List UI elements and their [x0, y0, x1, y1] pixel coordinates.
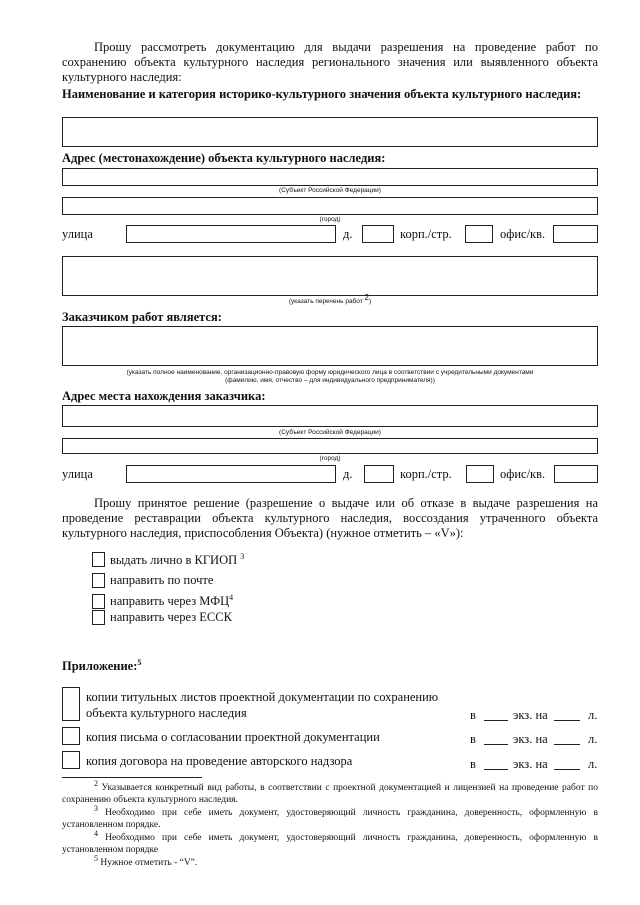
attachment-2-checkbox[interactable] [62, 727, 80, 745]
office-label: офис/кв. [500, 227, 546, 241]
section-object-address-title: Адрес (местонахождение) объекта культурного наследия: [62, 151, 386, 165]
house-label: д. [343, 227, 353, 241]
customer-office-field[interactable] [554, 465, 598, 483]
works-list-field[interactable] [62, 256, 598, 296]
caption-works: (указать перечень работ 2) [288, 293, 372, 306]
customer-subject-field[interactable] [62, 405, 598, 427]
footnote-5: $^5$ Нужное отметить - “V”. [94, 853, 198, 868]
option-mfc-checkbox[interactable] [92, 594, 105, 609]
street-label: улица [62, 227, 93, 241]
footnote-separator [62, 777, 202, 778]
building-label: корп./стр. [400, 227, 452, 241]
attachment-1-in: в [470, 708, 476, 722]
attachment-2-label: копия письма о согласовании проектной документации [86, 730, 380, 744]
request-paragraph: Прошу принятое решение (разрешение о выдаче или об отказе в выдаче разрешения на проведение реставрации объекта культурного наследия, воссоздания утраченного объекта культурного наследия, приспособления Объекта) (нужное отметить – «V»): [62, 496, 598, 540]
attachment-1-label: копии титульных листов проектной документации по сохранению объекта культурного наследия [86, 690, 439, 720]
attachment-2-sheets-field[interactable] [554, 744, 580, 745]
caption-subject: (Субъект Российской Федерации) [279, 187, 381, 194]
option-post-label: направить по почте [110, 573, 214, 587]
section-customer-address-title: Адрес места нахождения заказчика: [62, 389, 266, 403]
customer-house-field[interactable] [364, 465, 394, 483]
caption-customer-subject: (Субъект Российской Федерации) [279, 429, 381, 436]
attachment-1-copies-field[interactable] [484, 720, 508, 721]
option-personal-label: выдать лично в КГИОП $^3$ [110, 551, 245, 567]
attachment-3-in: в [470, 757, 476, 771]
attachment-3-copies-label: экз. на [513, 757, 548, 771]
object-office-field[interactable] [553, 225, 598, 243]
attachment-3-checkbox[interactable] [62, 751, 80, 769]
option-essk-checkbox[interactable] [92, 610, 105, 625]
attachments-title: Приложение:$^5$ [62, 657, 142, 673]
object-house-field[interactable] [362, 225, 394, 243]
attachment-3-copies-field[interactable] [484, 769, 508, 770]
customer-building-label: корп./стр. [400, 467, 452, 481]
attachment-1-sheets-label: л. [588, 708, 598, 722]
object-building-field[interactable] [465, 225, 493, 243]
customer-name-field[interactable] [62, 326, 598, 366]
customer-city-field[interactable] [62, 438, 598, 454]
customer-street-field[interactable] [126, 465, 336, 483]
object-name-field[interactable] [62, 117, 598, 147]
option-essk-label: направить через ЕССК [110, 610, 232, 624]
attachment-3-sheets-label: л. [588, 757, 598, 771]
attachment-2-copies-field[interactable] [484, 744, 508, 745]
caption-customer-city: (город) [319, 455, 341, 462]
option-mfc-label: направить через МФЦ$^4$ [110, 592, 234, 608]
attachment-3-label: копия договора на проведение авторского надзора [86, 754, 353, 768]
footnote-3: $^3$ Необходимо при себе иметь документ, удостоверяющий личность гражданина, доверенность, оформленную в установленном порядке. [62, 803, 598, 830]
customer-office-label: офис/кв. [500, 467, 546, 481]
section-customer-title: Заказчиком работ является: [62, 310, 222, 324]
customer-building-field[interactable] [466, 465, 494, 483]
object-subject-field[interactable] [62, 168, 598, 186]
customer-street-label: улица [62, 467, 93, 481]
attachment-2-copies-label: экз. на [513, 732, 548, 746]
option-personal-checkbox[interactable] [92, 552, 105, 567]
intro-paragraph: Прошу рассмотреть документацию для выдачи разрешения на проведение работ по сохранению объекта культурного наследия регионального значения или выявленного объекта культурного наследия: [62, 40, 598, 84]
object-city-field[interactable] [62, 197, 598, 215]
attachment-2-sheets-label: л. [588, 732, 598, 746]
section-object-name-title: Наименование и категория историко-культурного значения объекта культурного наследия: [62, 87, 582, 101]
attachment-3-sheets-field[interactable] [554, 769, 580, 770]
footnote-4: $^4$ Необходимо при себе иметь документ, удостоверяющий личность гражданина, доверенность, оформленную в установленном порядке [62, 828, 598, 855]
attachment-1-copies-label: экз. на [513, 708, 548, 722]
object-street-field[interactable] [126, 225, 336, 243]
footnote-2: $^2$ Указывается конкретный вид работы, в соответствии с проектной документацией и лицензией на проведение работ по сохранению объекта культурного наследия. [62, 778, 599, 805]
attachment-1-checkbox[interactable] [62, 687, 80, 721]
caption-customer-line2: (фамилию, имя, отчество – для индивидуального предпринимателя)) [225, 377, 435, 384]
caption-city: (город) [319, 216, 341, 223]
customer-house-label: д. [343, 467, 353, 481]
attachment-1-sheets-field[interactable] [554, 720, 580, 721]
attachment-2-in: в [470, 732, 476, 746]
option-post-checkbox[interactable] [92, 573, 105, 588]
caption-customer-line1: (указать полное наименование, организационно-правовую форму юридического лица в соответствии с учредительными документами [126, 369, 534, 376]
